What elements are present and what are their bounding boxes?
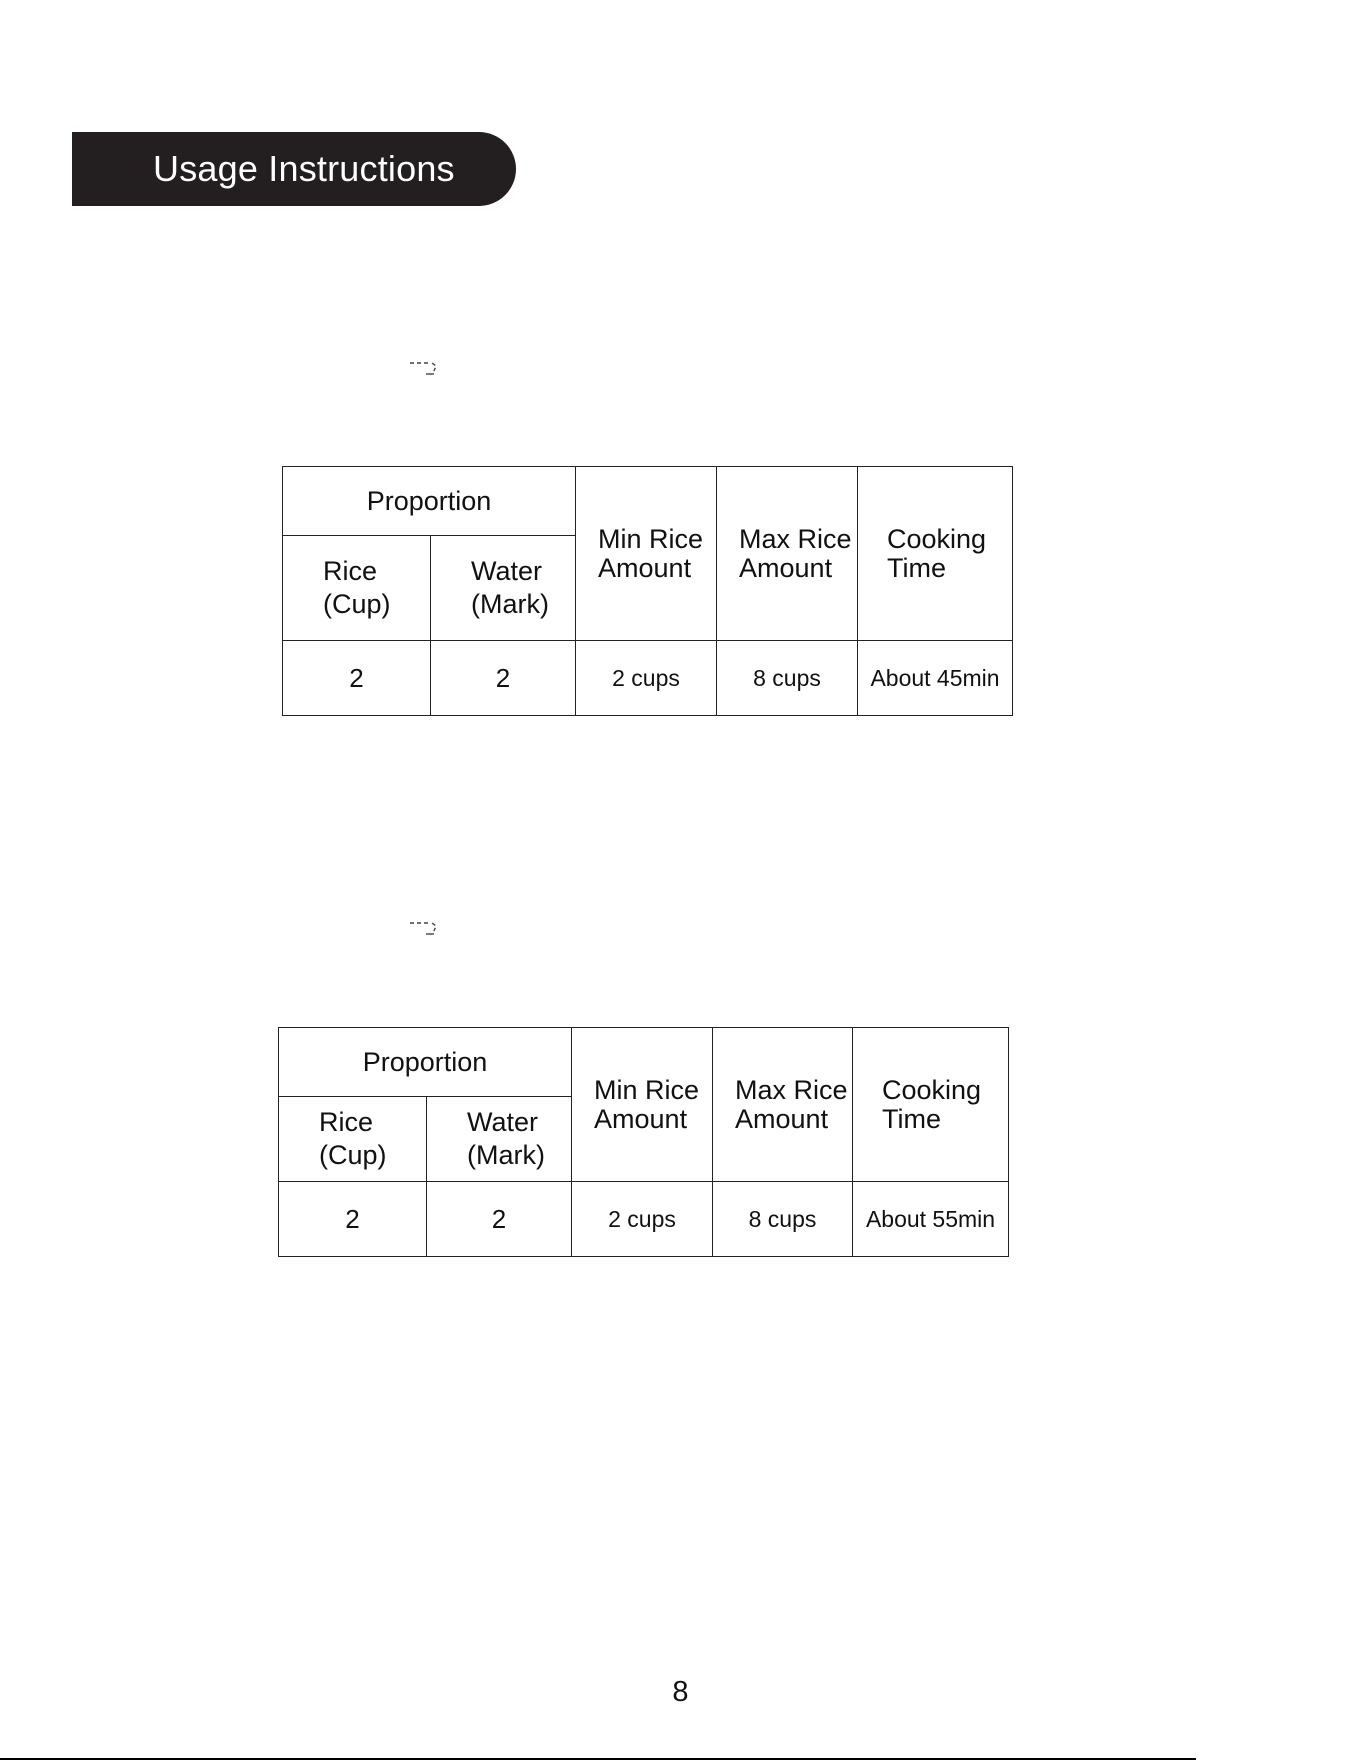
cooking-time-header: Cooking Time [853, 1028, 1009, 1182]
max-rice-header: Max Rice Amount [713, 1028, 853, 1182]
rice-table-2 [278, 1027, 1009, 1257]
water-value: 2 [431, 641, 576, 716]
proportion-header: Proportion [283, 467, 576, 536]
dashed-mark-icon [408, 920, 442, 940]
water-value: 2 [427, 1182, 572, 1257]
min-rice-value: 2 cups [572, 1182, 713, 1257]
section-title: Usage Instructions [153, 148, 455, 189]
dashed-mark-icon [408, 360, 442, 380]
bottom-rule [0, 1758, 1196, 1760]
cooking-time-header: Cooking Time [858, 467, 1013, 641]
page-number: 8 [672, 1676, 689, 1708]
rice-cup-header: Rice (Cup) [283, 536, 431, 641]
min-rice-header: Min Rice Amount [572, 1028, 713, 1182]
max-rice-value: 8 cups [713, 1182, 853, 1257]
water-mark-header: Water (Mark) [431, 536, 576, 641]
max-rice-value: 8 cups [717, 641, 858, 716]
proportion-header: Proportion [279, 1028, 572, 1097]
rice-cup-header: Rice (Cup) [279, 1097, 427, 1182]
min-rice-header: Min Rice Amount [576, 467, 717, 641]
cooking-time-value: About 55min [853, 1182, 1009, 1257]
rice-table-1 [282, 466, 1013, 716]
min-rice-value: 2 cups [576, 641, 717, 716]
section-header [72, 132, 516, 206]
rice-value: 2 [283, 641, 431, 716]
rice-value: 2 [279, 1182, 427, 1257]
cooking-time-value: About 45min [858, 641, 1013, 716]
max-rice-header: Max Rice Amount [717, 467, 858, 641]
water-mark-header: Water (Mark) [427, 1097, 572, 1182]
